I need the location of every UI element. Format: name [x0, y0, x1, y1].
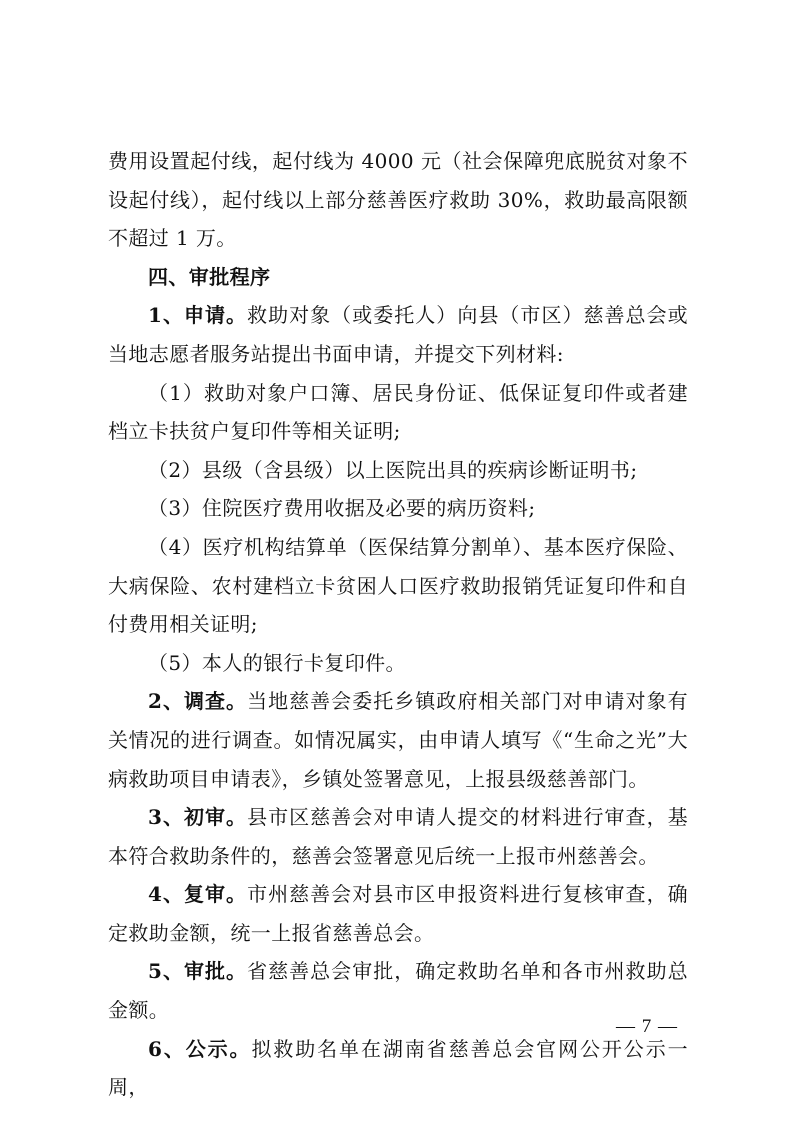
paragraph-text: 当地慈善会委托乡镇政府相关部门对申请对象有关情况的进行调查。如情况属实，由申请人填写《“生命之光”大病救助项目申请表》，乡镇处签署意见，上报县级慈善部门。	[108, 689, 688, 791]
paragraph-text: （1）救助对象户口簿、居民身份证、低保证复印件或者建档立卡扶贫户复印件等相关证明;	[108, 380, 688, 444]
paragraph-step-2	[108, 682, 688, 798]
paragraph-text: 市州慈善会对县市区申报资料进行复核审查，确定救助金额，统一上报省慈善总会。	[108, 882, 688, 945]
body-text	[108, 142, 688, 1107]
section-heading-text: 四、审批程序	[148, 264, 271, 289]
step-lead: 6、公示。	[148, 1036, 252, 1061]
page-number: — 7 —	[616, 1016, 678, 1037]
paragraph-text: 省慈善总会审批，确定救助名单和各市州救助总金额。	[108, 959, 688, 1023]
paragraph-text: 县市区慈善会对申请人提交的材料进行审查，基本符合救助条件的，慈善会签署意见后统一上报市州慈善会。	[108, 805, 688, 868]
step-lead: 2、调查。	[148, 689, 248, 714]
paragraph-step-3	[108, 798, 688, 875]
paragraph-step-6	[108, 1030, 688, 1107]
paragraph-text: （5）本人的银行卡复印件。	[148, 650, 406, 675]
paragraph-text: （2）县级（含县级）以上医院出具的疾病诊断证明书;	[148, 457, 638, 482]
paragraph-step-1	[108, 296, 688, 373]
paragraph-step-5	[108, 952, 688, 1029]
paragraph-text: （3）住院医疗费用收据及必要的病历资料;	[148, 496, 536, 521]
paragraph-material-2	[108, 451, 688, 490]
step-lead: 4、复审。	[148, 882, 248, 907]
step-lead: 3、初审。	[148, 805, 248, 830]
paragraph-text: （4）医疗机构结算单（医保结算分割单）、基本医疗保险、大病保险、农村建档立卡贫困人口医疗救助报销凭证复印件和自付费用相关证明;	[108, 534, 688, 637]
paragraph-continuation	[108, 142, 688, 258]
step-lead: 5、审批。	[148, 959, 248, 984]
paragraph-material-1	[108, 374, 688, 451]
paragraph-material-3	[108, 489, 688, 528]
paragraph-text: 费用设置起付线，起付线为 4000 元（社会保障兜底脱贫对象不设起付线），起付线以上部分慈善医疗救助 30%，救助最高限额不超过 1 万。	[108, 149, 688, 251]
step-lead: 1、申请。	[148, 303, 248, 328]
paragraph-text: 拟救助名单在湖南省慈善总会官网公开公示一周，	[108, 1036, 688, 1100]
paragraph-step-4	[108, 875, 688, 952]
paragraph-text: 救助对象（或委托人）向县（市区）慈善总会或当地志愿者服务站提出书面申请，并提交下列材料:	[108, 303, 688, 366]
section-heading	[108, 258, 688, 297]
paragraph-material-4	[108, 528, 688, 644]
paragraph-material-5	[108, 644, 688, 683]
